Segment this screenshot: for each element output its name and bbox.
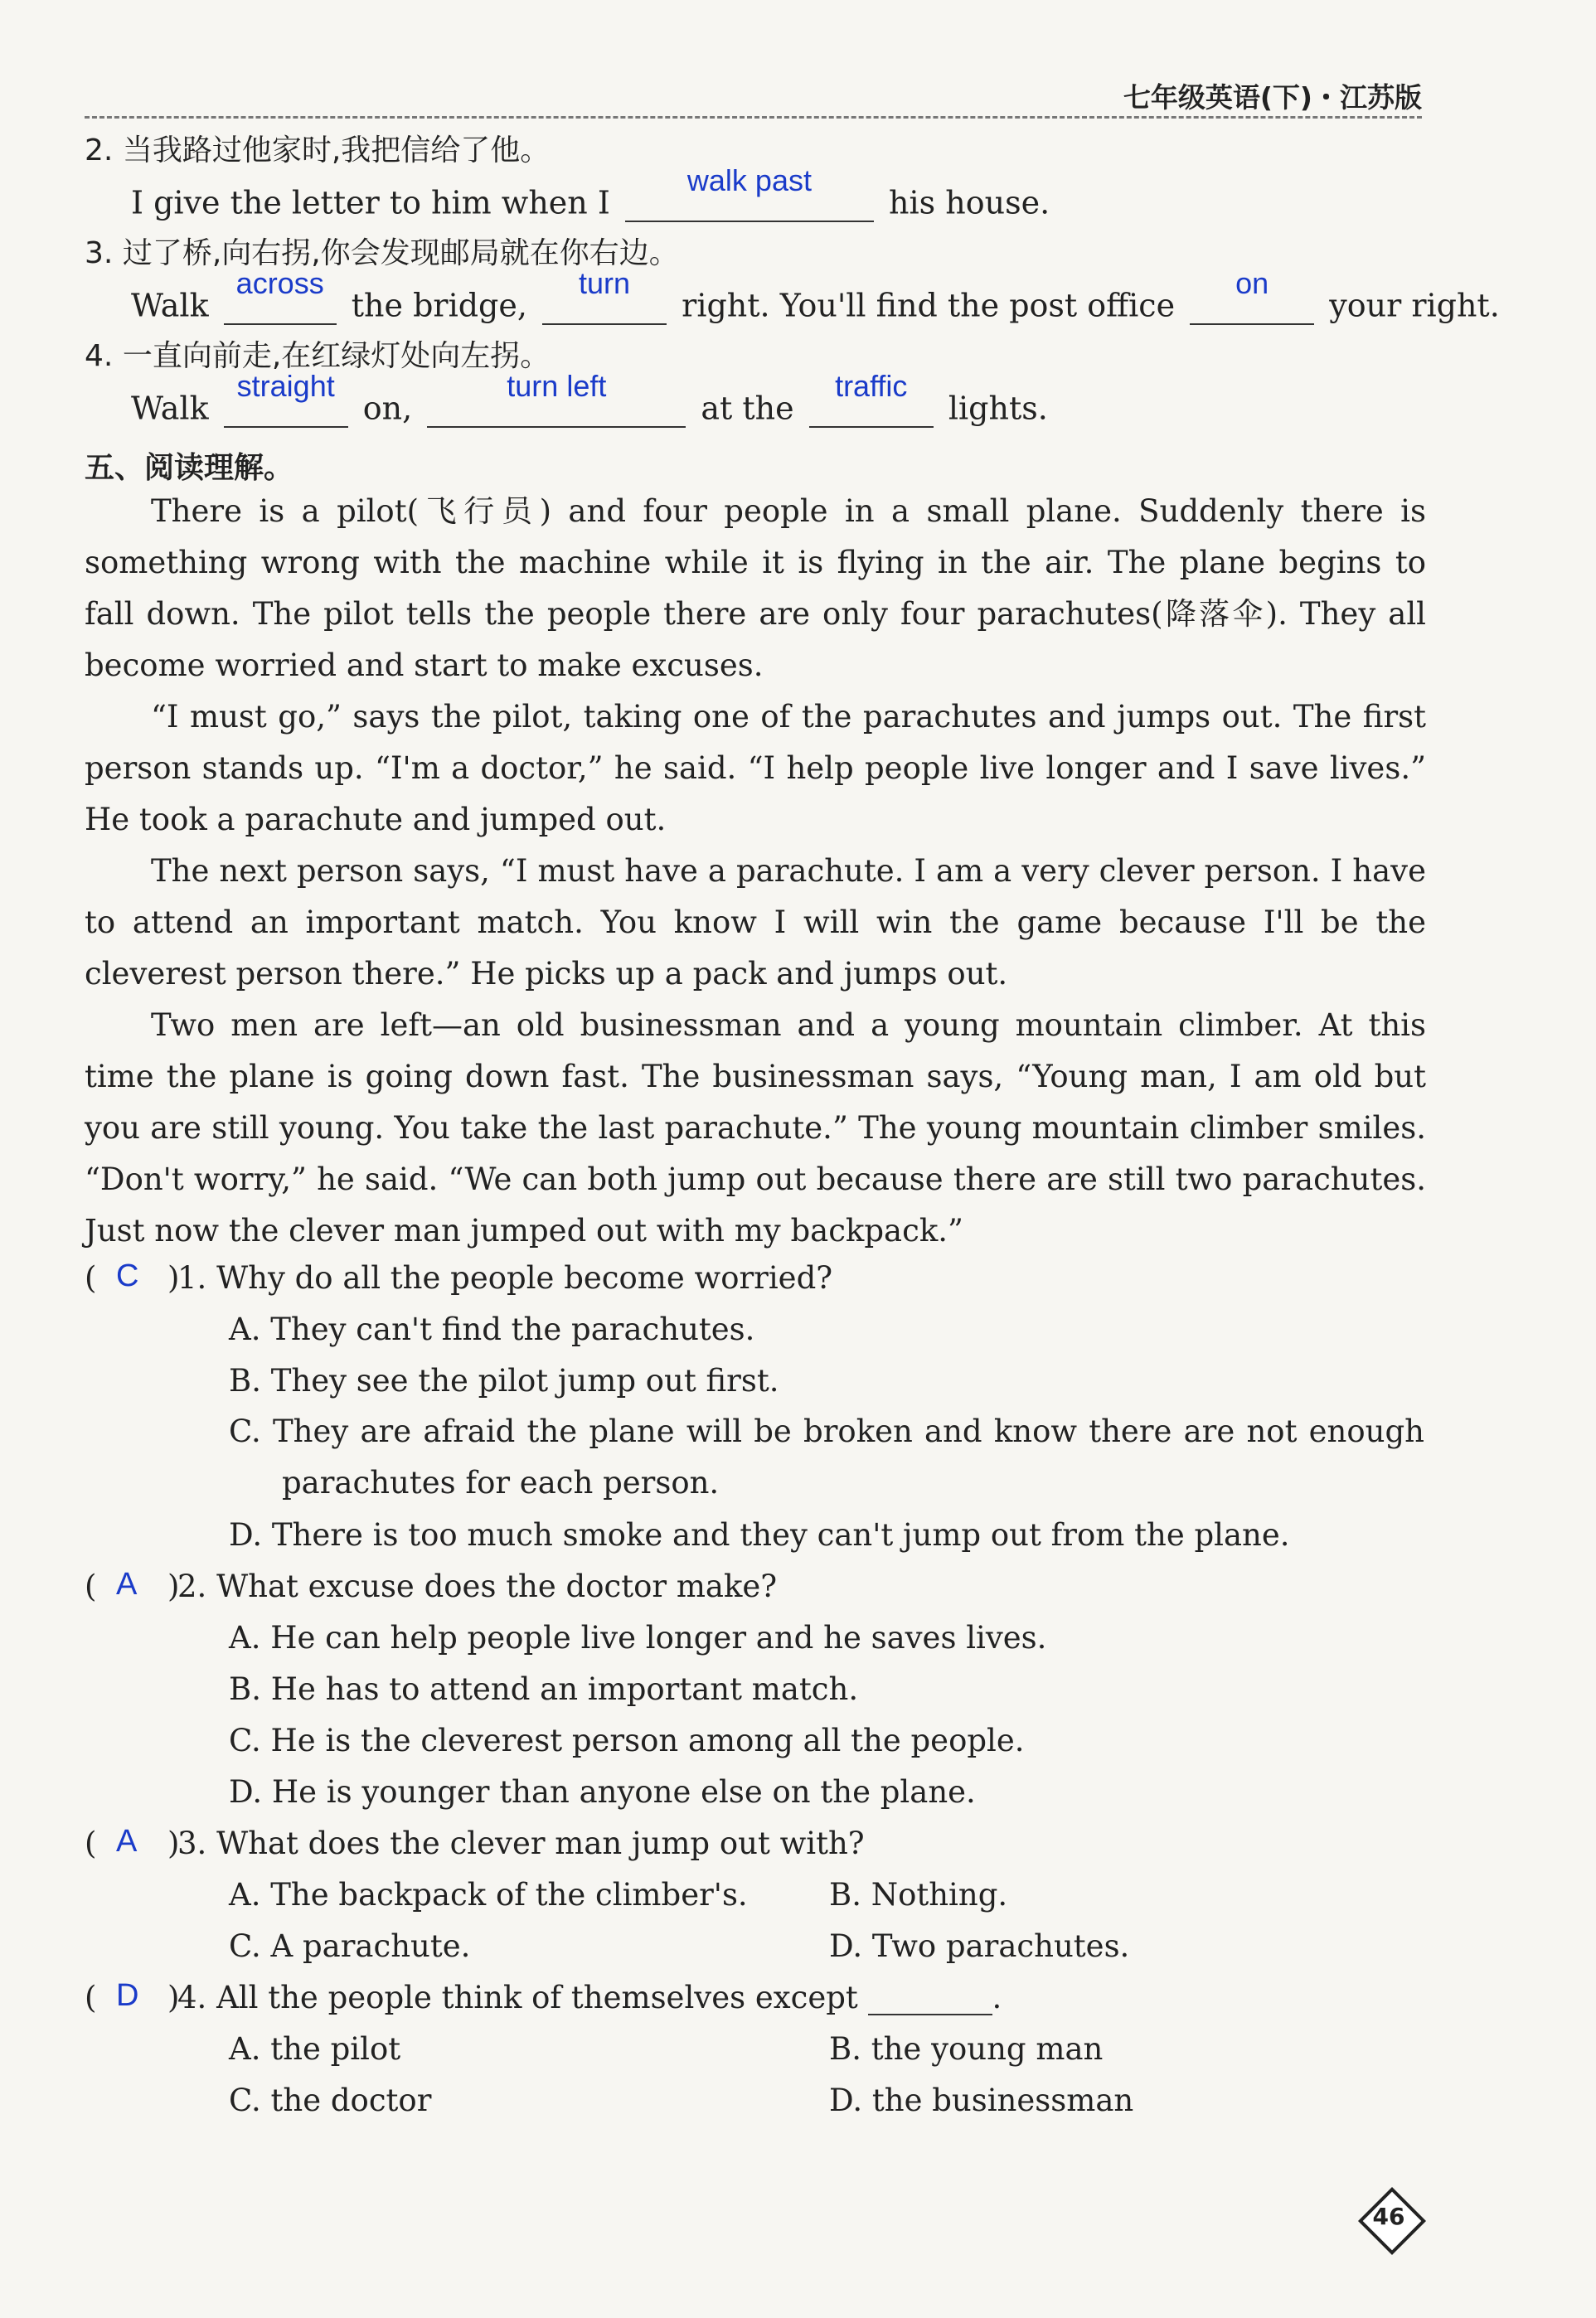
- answer-bracket: ( D ): [85, 1978, 180, 2015]
- translation-4-english: Walk straight on, turn left at the traffic lights.: [131, 369, 1048, 427]
- handwritten-choice: D: [116, 1978, 139, 2013]
- chinese-sentence: 过了桥,向右拐,你会发现邮局就在你右边。: [122, 236, 679, 270]
- passage-paragraph-4: Two men are left—an old businessman and a young mountain climber. At this time the plane is going down fast. The businessman says, “Young man, I am old but you are still young. You take the last parachute.” The young mountain climber smiles. “Don't worry,” he said. “We can both jump out because there are still two parachutes. Just now the clever man jumped out with my backpack.”: [85, 1007, 1426, 1249]
- option-a: A. He can help people live longer and he saves lives.: [229, 1620, 1047, 1656]
- handwritten-answer: across: [235, 266, 324, 300]
- page-header: [85, 73, 1422, 119]
- chinese-sentence: 当我路过他家时,我把信给了他。: [122, 133, 551, 167]
- handwritten-answer: walk past: [686, 163, 812, 197]
- chinese-sentence: 一直向前走,在红绿灯处向左拐。: [122, 339, 551, 373]
- option-c: C. They are afraid the plane will be broken and know there are not enough parachutes for each person.: [229, 1414, 1424, 1501]
- passage-paragraph-3: The next person says, “I must have a parachute. I am a very clever person. I have to attend an important match. You know I will win the game because I'll be the cleverest person there.” He picks up a pack and jumps out.: [85, 853, 1426, 992]
- option-d: D. There is too much smoke and they can't jump out from the plane.: [229, 1517, 1290, 1553]
- option-d: D. Two parachutes.: [829, 1928, 1130, 1964]
- handwritten-answer: turn: [579, 266, 631, 300]
- question-4: ( D ) 4. All the people think of themselves except .: [85, 1978, 1002, 2015]
- option-b: B. They see the pilot jump out first.: [229, 1363, 779, 1399]
- question-text: What excuse does the doctor make?: [216, 1569, 778, 1604]
- option-d: D. the businessman: [829, 2083, 1134, 2118]
- option-b: B. the young man: [829, 2031, 1104, 2067]
- translation-2-chinese: [85, 133, 550, 168]
- question-number: 4.: [177, 1980, 207, 2015]
- answer-blank: [542, 266, 667, 325]
- handwritten-choice: A: [116, 1824, 138, 1859]
- handwritten-choice: A: [116, 1567, 138, 1602]
- question-3: [85, 1826, 865, 1861]
- answer-blank: [1190, 266, 1314, 325]
- answer-blank: [809, 369, 934, 428]
- item-number: 3.: [85, 236, 114, 270]
- handwritten-choice: C: [116, 1258, 139, 1293]
- item-number: 2.: [85, 133, 114, 167]
- question-1: [85, 1260, 832, 1296]
- handwritten-answer: turn left: [507, 369, 607, 403]
- option-d: D. He is younger than anyone else on the plane.: [229, 1774, 976, 1810]
- answer-blank: [224, 266, 337, 325]
- question-text: All the people think of themselves except: [216, 1980, 858, 2015]
- passage-paragraph-2: “I must go,” says the pilot, taking one of the parachutes and jumps out. The first person stands up. “I'm a doctor,” he said. “I help people live longer and I save lives.” He took a parachute and jumped out.: [85, 699, 1426, 837]
- option-c: C. He is the cleverest person among all the people.: [229, 1723, 1025, 1758]
- answer-bracket: ( C ): [85, 1258, 180, 1296]
- answer-blank: [427, 369, 686, 428]
- answer-blank: [224, 369, 348, 428]
- translation-2-english: I give the letter to him when I walk past his house.: [131, 163, 1050, 221]
- page-number-badge: [1360, 2189, 1418, 2247]
- answer-blank: [625, 163, 874, 222]
- option-b: B. He has to attend an important match.: [229, 1671, 859, 1707]
- handwritten-answer: straight: [236, 369, 335, 403]
- answer-bracket: ( A ): [85, 1824, 180, 1861]
- question-text: Why do all the people become worried?: [216, 1260, 833, 1296]
- question-number: 2.: [177, 1569, 207, 1604]
- option-a: A. The backpack of the climber's.: [229, 1877, 748, 1913]
- passage-paragraph-1: There is a pilot(飞行员) and four people in a small plane. Suddenly there is something wrong with the machine while it is flying in the air. The plane begins to fall down. The pilot tells the people there are only four parachutes(降落伞). They all become worried and start to make excuses.: [85, 493, 1426, 683]
- question-number: 3.: [177, 1826, 207, 1861]
- option-a: A. They can't find the parachutes.: [229, 1312, 755, 1347]
- question-2: [85, 1569, 777, 1604]
- handwritten-answer: on: [1235, 266, 1269, 300]
- option-b: B. Nothing.: [829, 1877, 1008, 1913]
- handwritten-answer: traffic: [835, 369, 908, 403]
- answer-blank: [868, 1984, 992, 2015]
- page-number: 46: [1372, 2203, 1405, 2230]
- answer-bracket: ( A ): [85, 1567, 180, 1604]
- option-c: C. A parachute.: [229, 1928, 471, 1964]
- translation-3-english: Walk across the bridge, turn right. You'll find the post office on your right.: [131, 266, 1500, 324]
- option-a: A. the pilot: [229, 2031, 401, 2067]
- section-title: 五、阅读理解。: [85, 451, 294, 485]
- item-number: 4.: [85, 339, 114, 373]
- option-c: C. the doctor: [229, 2083, 432, 2118]
- question-text: What does the clever man jump out with?: [216, 1826, 865, 1861]
- header-title: 七年级英语(下)・江苏版: [1123, 81, 1422, 114]
- question-number: 1.: [177, 1260, 207, 1296]
